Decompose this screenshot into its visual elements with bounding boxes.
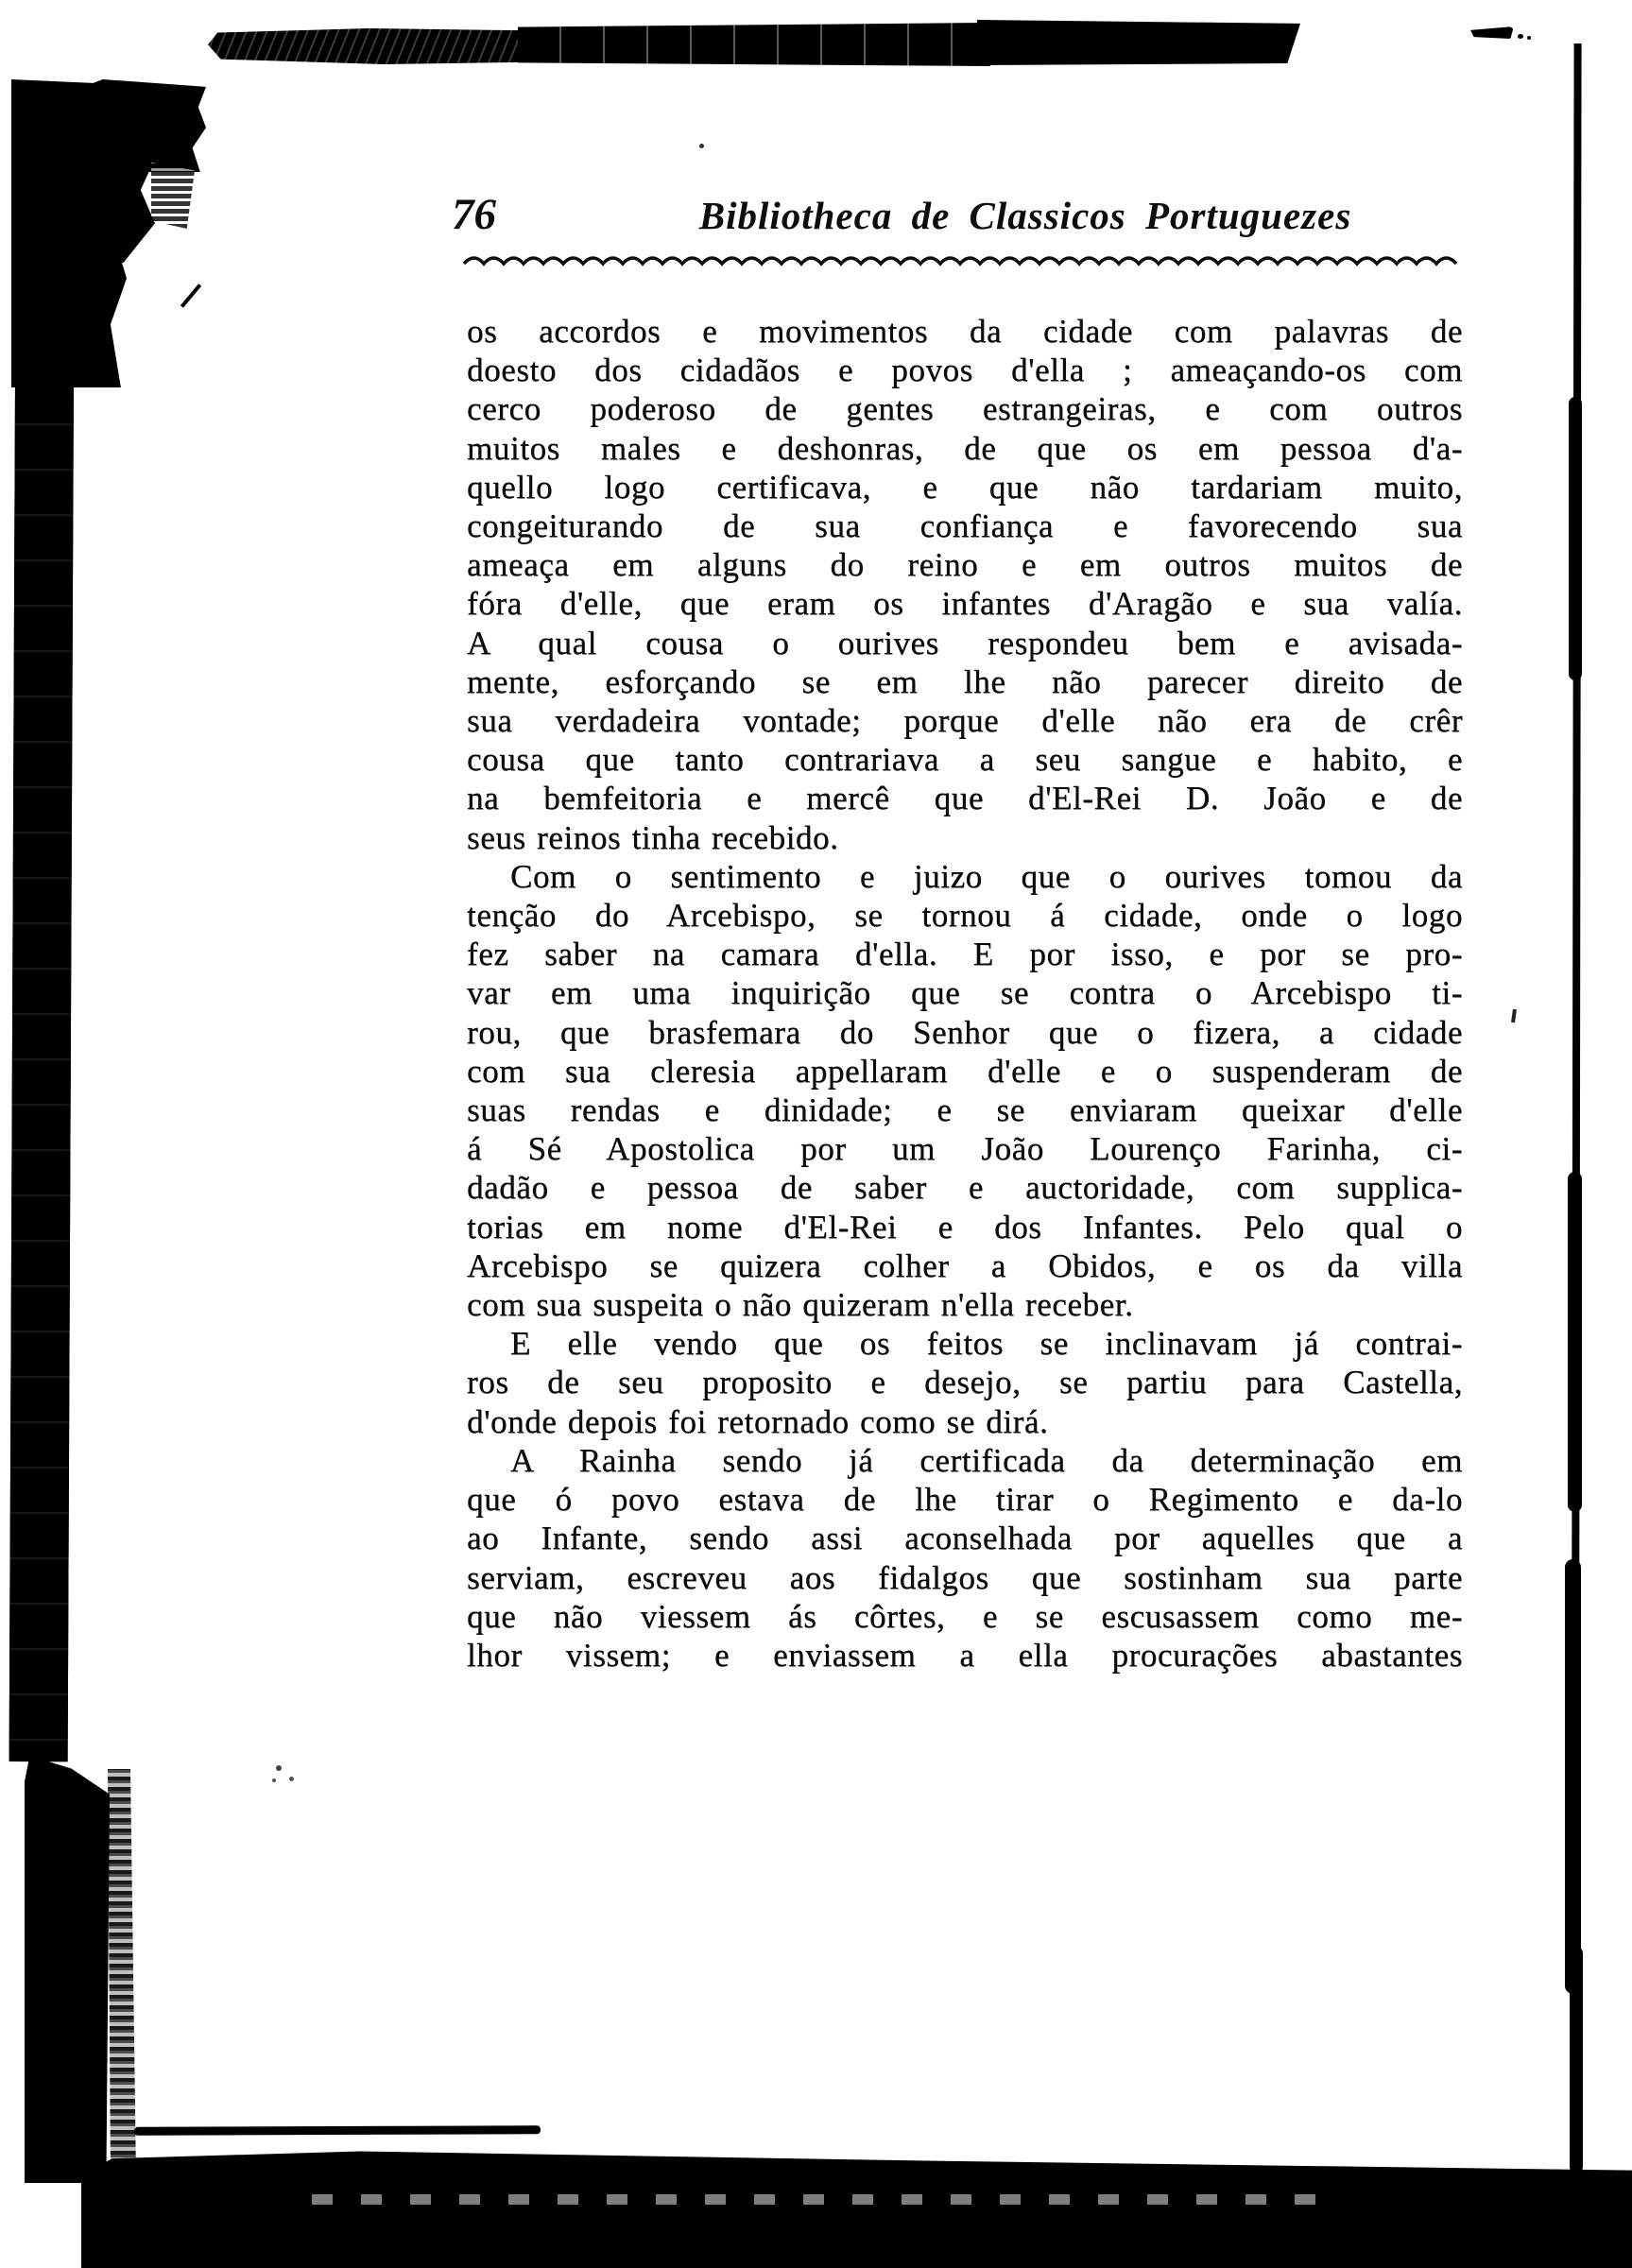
wavy-rule (463, 253, 1460, 270)
text-line: mente, esforçando se em lhe não parecer direito de (467, 662, 1463, 700)
running-title: Bibliotheca de Classicos Portuguezes (698, 194, 1352, 237)
text-column (467, 312, 1463, 1675)
text-line: torias em nome d'El-Rei e dos Infantes. Pelo qual o (467, 1208, 1463, 1246)
text-line: var em uma inquirição que se contra o Arcebispo ti- (467, 974, 1463, 1012)
text-line: ao Infante, sendo assi aconselhada por aquelles que a (467, 1520, 1463, 1557)
text-line: cerco poderoso de gentes estrangeiras, e com outros (467, 390, 1463, 428)
text-line: A qual cousa o ourives respondeu bem e avisada- (467, 624, 1463, 662)
text-line: A Rainha sendo já certificada da determinação em (510, 1441, 1463, 1479)
text-line: ros de seu proposito e desejo, se partiu para Castella, (467, 1364, 1463, 1401)
text-line: rou, que brasfemara do Senhor que o fizera, a cidade (467, 1013, 1463, 1051)
text-line: fóra d'elle, que eram os infantes d'Aragão e sua valía. (467, 585, 1463, 623)
text-line: cousa que tanto contrariava a seu sangue e habito, e (467, 741, 1463, 779)
text-line: na bemfeitoria e mercê que d'El-Rei D. João e de (467, 780, 1463, 817)
text-line: lhor vissem; e enviassem a ella procurações abastantes (467, 1636, 1463, 1674)
text-line: tenção do Arcebispo, se tornou á cidade, onde o logo (467, 897, 1463, 935)
text-line: sua verdadeira vontade; porque d'elle não era de crêr (467, 702, 1463, 740)
text-line: com sua cleresia appellaram d'elle e o suspenderam de (467, 1052, 1463, 1090)
text-line: fez saber na camara d'ella. E por isso, e por se pro- (467, 936, 1463, 973)
text-line: com sua suspeita o não quizeram n'ella receber. (467, 1286, 1134, 1324)
text-line: que não viessem ás côrtes, e se escusassem como me- (467, 1597, 1463, 1635)
text-line: d'onde depois foi retornado como se dirá. (467, 1402, 1049, 1440)
text-line: muitos males e deshonras, de que os em pessoa d'a- (467, 429, 1463, 467)
text-line: doesto dos cidadãos e povos d'ella ; ameaçando-os com (467, 352, 1463, 389)
text-line: que ó povo estava de lhe tirar o Regimento e da-lo (467, 1481, 1463, 1519)
text-line: Com o sentimento e juizo que o ourives tomou da (510, 857, 1463, 895)
text-line: ameaça em alguns do reino e em outros muitos de (467, 546, 1463, 584)
text-line: dadão e pessoa de saber e auctoridade, com supplica- (467, 1169, 1463, 1207)
text-line: á Sé Apostolica por um João Lourenço Farinha, ci- (467, 1130, 1463, 1168)
text-line: suas rendas e dinidade; e se enviaram queixar d'elle (467, 1091, 1463, 1129)
text-line: Arcebispo se quizera colher a Obidos, e os da villa (467, 1246, 1463, 1284)
text-line: os accordos e movimentos da cidade com palavras de (467, 313, 1463, 350)
text-line: quello logo certificava, e que não tardariam muito, (467, 468, 1463, 506)
text-line: serviam, escreveu aos fidalgos que sostinham sua parte (467, 1558, 1463, 1596)
text-line: seus reinos tinha recebido. (467, 818, 839, 856)
text-line: congeiturando de sua confiança e favorecendo sua (467, 507, 1463, 545)
page-number: 76 (452, 190, 496, 239)
text-line: E elle vendo que os feitos se inclinavam já contrai- (510, 1325, 1463, 1363)
